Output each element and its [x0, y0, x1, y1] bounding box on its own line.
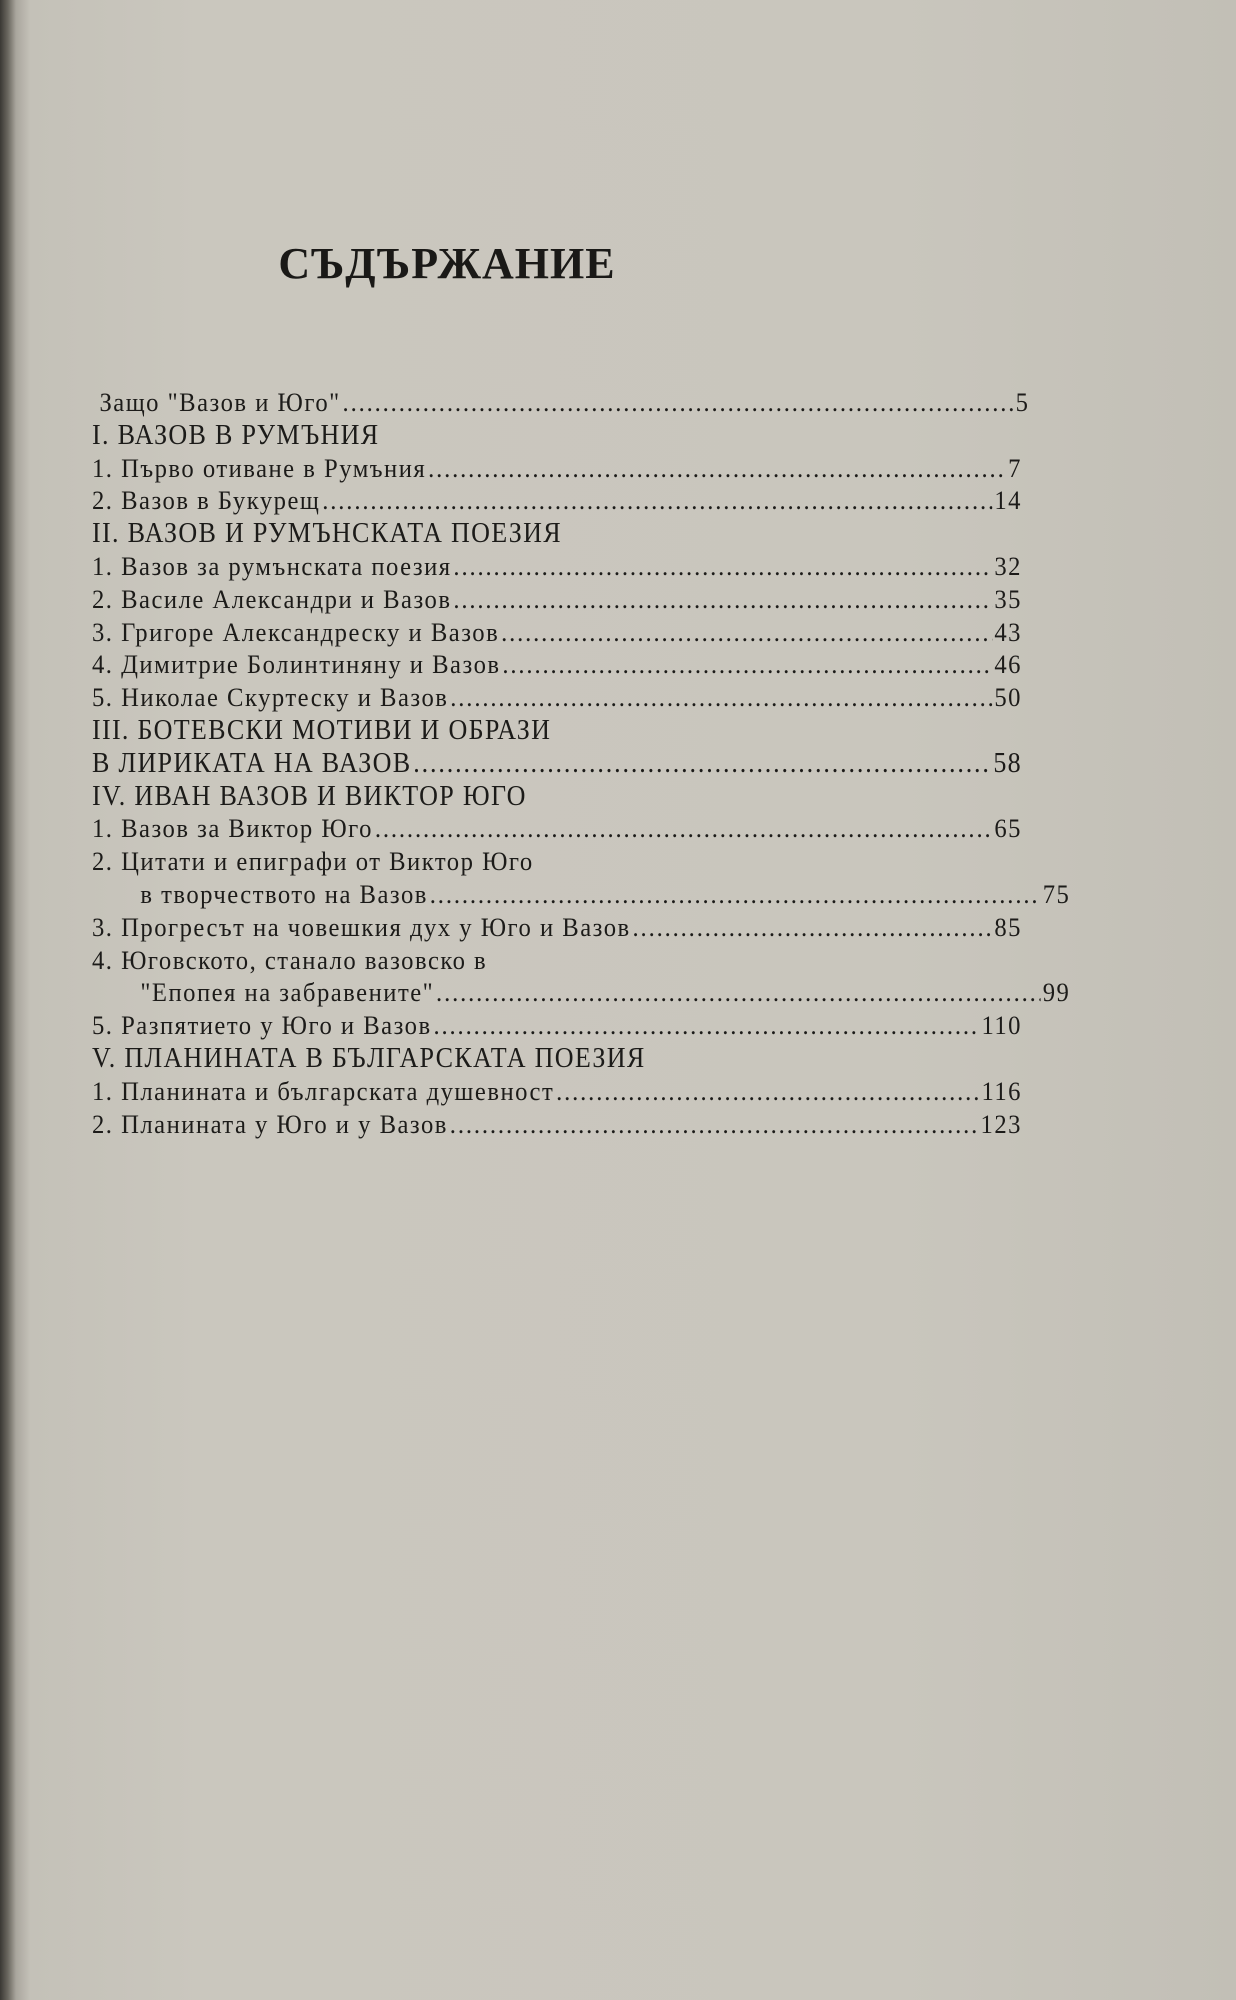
- toc-section-heading: [92, 748, 1022, 781]
- toc-entry-title: 4. Димитрие Болинтиняну и Вазов: [92, 649, 501, 680]
- toc-entry: [92, 846, 1022, 879]
- toc-page-number: 5: [1015, 387, 1030, 417]
- toc-entry-title: 1. Първо отиване в Румъния: [92, 452, 427, 483]
- toc-entry-title: в творчеството на Вазов: [140, 878, 428, 909]
- toc-entry: [92, 1109, 1022, 1142]
- toc-page-number: 50: [994, 682, 1022, 713]
- toc-entry-title: I. ВАЗОВ В РУМЪНИЯ: [92, 419, 380, 451]
- dot-leader: [633, 912, 993, 943]
- toc-entry-title: 1. Планината и българската душевност: [92, 1075, 555, 1106]
- toc-page-number: 85: [994, 911, 1022, 942]
- toc-entry-title: 2. Цитати и епиграфи от Виктор Юго: [92, 846, 534, 877]
- table-of-contents: [92, 387, 1071, 1141]
- toc-entry-title: II. ВАЗОВ И РУМЪНСКАТА ПОЕЗИЯ: [92, 518, 562, 550]
- toc-entry-title: 2. Планината у Юго и у Вазов: [92, 1108, 448, 1139]
- toc-entry-title: Защо "Вазов и Юго": [99, 387, 341, 417]
- toc-entry-title: IV. ИВАН ВАЗОВ И ВИКТОР ЮГО: [92, 780, 527, 812]
- toc-entry-title: 1. Вазов за румънската поезия: [92, 550, 452, 581]
- dot-leader: [453, 584, 992, 615]
- toc-page-number: 35: [994, 583, 1022, 614]
- toc-section-heading: [92, 518, 1022, 551]
- toc-entry: [92, 945, 1022, 978]
- toc-entry: [92, 813, 1022, 846]
- toc-page-number: 123: [980, 1108, 1022, 1139]
- dot-leader: [453, 551, 992, 582]
- toc-page-number: 99: [1042, 977, 1071, 1008]
- dot-leader: [433, 1010, 979, 1041]
- toc-entry-title: 3. Григоре Александреску и Вазов: [92, 616, 500, 647]
- toc-section-heading: [92, 1043, 1022, 1076]
- toc-entry: [92, 1010, 1022, 1043]
- dot-leader: [501, 617, 992, 648]
- toc-entry: [92, 649, 1022, 682]
- toc-entry-title: 3. Прогресът на човешкия дух у Юго и Вазов: [92, 911, 631, 942]
- dot-leader: [375, 813, 993, 844]
- toc-section-heading: [92, 781, 1022, 814]
- toc-page-number: 14: [994, 485, 1022, 516]
- toc-entry-title: В ЛИРИКАТА НА ВАЗОВ: [92, 747, 412, 779]
- toc-page-number: 65: [994, 813, 1022, 844]
- toc-page-number: 110: [981, 1010, 1022, 1041]
- toc-entry: [92, 453, 1022, 486]
- toc-page-number: 7: [1008, 452, 1022, 483]
- toc-entry: [92, 977, 1070, 1010]
- toc-entry: [92, 551, 1022, 584]
- toc-entry: [92, 387, 1029, 420]
- toc-entry-title: 2. Василе Александри и Вазов: [92, 583, 452, 614]
- dot-leader: [450, 682, 992, 713]
- toc-entry-title: 2. Вазов в Букурещ: [92, 485, 321, 516]
- dot-leader: [428, 453, 1006, 484]
- dot-leader: [556, 1076, 980, 1107]
- toc-entry-title: 5. Разпятието у Юго и Вазов: [92, 1010, 432, 1041]
- toc-entry-title: 4. Юговското, станало вазовско в: [92, 944, 488, 975]
- toc-section-heading: [92, 715, 1022, 748]
- toc-page-number: 43: [994, 616, 1022, 647]
- toc-page-number: 75: [1042, 878, 1071, 909]
- toc-entry: [92, 912, 1022, 945]
- toc-entry-title: III. БОТЕВСКИ МОТИВИ И ОБРАЗИ: [92, 714, 552, 746]
- toc-entry-title: 5. Николае Скуртеску и Вазов: [92, 682, 449, 713]
- dot-leader: [450, 1109, 979, 1140]
- toc-page-number: 32: [994, 550, 1022, 581]
- dot-leader: [322, 485, 992, 516]
- toc-entry: [92, 1076, 1022, 1109]
- toc-page-number: 116: [981, 1075, 1022, 1106]
- toc-entry: [92, 682, 1022, 715]
- toc-section-heading: [92, 420, 1022, 453]
- dot-leader: [413, 748, 991, 780]
- toc-entry-title: "Епопея на забравените": [140, 977, 435, 1008]
- page-title: СЪДЪРЖАНИЕ: [278, 239, 616, 288]
- toc-entry: [92, 584, 1022, 617]
- dot-leader: [343, 387, 1014, 418]
- toc-entry: [92, 617, 1022, 650]
- toc-entry: [92, 879, 1070, 912]
- toc-entry-title: V. ПЛАНИНАТА В БЪЛГАРСКАТА ПОЕЗИЯ: [92, 1042, 646, 1074]
- toc-page-number: 46: [994, 649, 1022, 680]
- dot-leader: [430, 879, 1041, 910]
- toc-entry: [92, 485, 1022, 518]
- dot-leader: [436, 977, 1041, 1008]
- dot-leader: [502, 649, 992, 680]
- toc-page-number: 58: [993, 747, 1022, 779]
- toc-entry-title: 1. Вазов за Виктор Юго: [92, 813, 373, 844]
